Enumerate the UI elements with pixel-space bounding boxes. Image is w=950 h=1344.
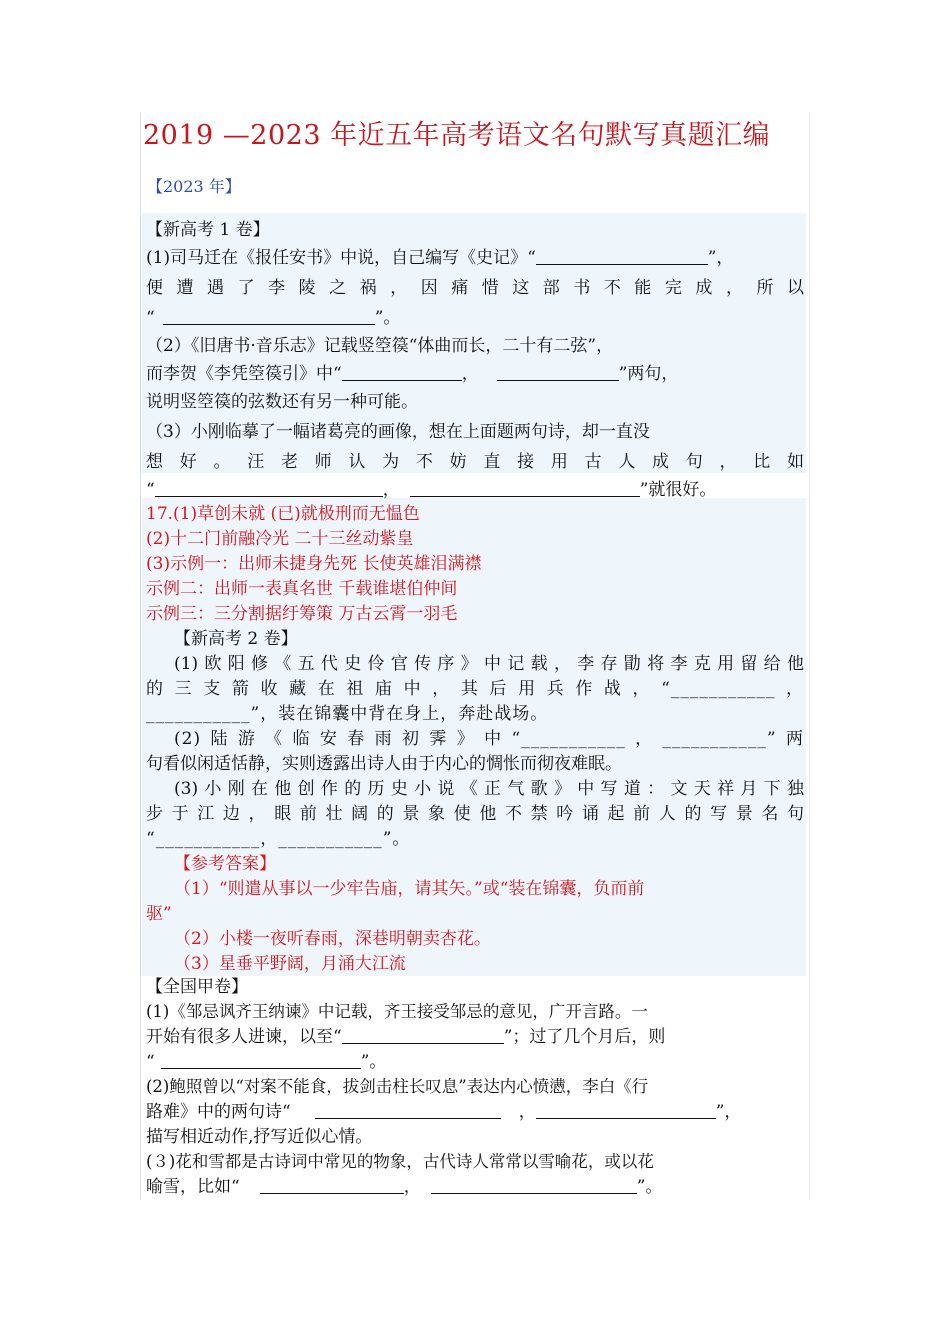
blank-line [315, 1100, 501, 1119]
question-line: 步于江边，眼前壮阔的景象使他不禁吟诵起前人的写景名句 [146, 804, 804, 824]
answer-line: (2)十二门前融冷光 二十三丝动紫皇 [146, 529, 414, 549]
question-line: 便遭遇了李陵之祸，因痛惜这部书不能完成，所以 [146, 278, 804, 298]
answer-line: 示例二：出师一表真名世 千载谁堪伯仲间 [146, 579, 458, 599]
question-line: (2)鲍照曾以“对案不能食，拔剑击柱长叹息”表达内心愤懑，李白《行 [146, 1077, 649, 1096]
answer-line: （2）小楼一夜听春雨，深巷明朝卖杏花。 [174, 929, 491, 949]
answer-line: 17.(1)草创未就 (已)就极刑而无愠色 [146, 504, 420, 524]
question-line: （3）小刚临摹了一幅诸葛亮的画像，想在上面题两句诗，却一直没 [146, 422, 650, 442]
question-line: (1)司马迁在《报任安书》中说，自己编写《史记》“ ”， [146, 248, 734, 268]
answer-heading: 【参考答案】 [174, 854, 276, 874]
blank-line [536, 1100, 716, 1119]
question-line: 说明竖箜篌的弦数还有另一种可能。 [146, 392, 418, 412]
blank-line [155, 478, 383, 497]
blank-line [163, 306, 375, 325]
answer-line: （3）星垂平野阔，月涌大江流 [174, 954, 406, 974]
question-line: ___________”，装在锦囊中背在身上，奔赴战场。 [146, 704, 549, 724]
blank-line [260, 1175, 404, 1194]
question-line: “ ， ”就很好。 [146, 480, 717, 500]
question-line: (2)陆游《临安春雨初霁》中“___________，___________”两 [174, 729, 804, 749]
blank-line [342, 362, 462, 381]
question-line: （2）《旧唐书·音乐志》记载竖箜篌“体曲而长，二十有二弦”， [146, 336, 614, 356]
blank-line [497, 362, 619, 381]
question-line: 的三支箭收藏在祖庙中，其后用兵作战，“___________， [146, 679, 804, 699]
document-title: 2019 —2023 年近五年高考语文名句默写真题汇编 [143, 120, 771, 151]
question-line: 句看似闲适恬静，实则透露出诗人由于内心的惆怅而彻夜难眠。 [146, 754, 622, 774]
question-line: 而李贺《李凭箜篌引》中“ ， ”两句， [146, 364, 679, 384]
blank-line [431, 1175, 637, 1194]
question-line: (３)花和雪都是古诗词中常见的物象，古代诗人常常以雪喻花，或以花 [146, 1152, 654, 1171]
blank-line [536, 246, 708, 265]
section-heading-1: 【新高考 1 卷】 [146, 220, 270, 240]
answer-line: (3)示例一：出师未捷身先死 长使英雄泪满襟 [146, 554, 482, 574]
answer-line: （1）“则遣从事以一少牢告庙，请其矢。”或“装在锦囊，负而前 [174, 879, 645, 899]
question-line: 描写相近动作,抒写近似心情。 [146, 1127, 373, 1147]
question-line: “___________，___________”。 [146, 829, 411, 849]
question-line: “ ”。 [146, 1052, 387, 1072]
answer-line: 驱” [146, 904, 172, 924]
question-line: 开始有很多人进谏，以至“ ”；过了几个月后，则 [146, 1027, 666, 1047]
blank-line [161, 1050, 361, 1069]
section-heading-3: 【全国甲卷】 [146, 977, 248, 997]
blank-line [342, 1025, 504, 1044]
question-line: (1)《邹忌讽齐王纳谏》中记载，齐王接受邹忌的意见，广开言路。一 [146, 1002, 648, 1021]
question-line: “ ”。 [146, 308, 401, 328]
answer-line: 示例三：三分割据纡筹策 万古云霄一羽毛 [146, 604, 458, 624]
question-line: 路难》中的两句诗“ ， ”， [146, 1102, 742, 1122]
year-heading: 【2023 年】 [147, 177, 241, 196]
question-line: 想好。汪老师认为不妨直接用古人成句，比如 [146, 452, 804, 472]
blank-line [410, 478, 640, 497]
section-heading-2: 【新高考 2 卷】 [174, 629, 298, 649]
question-line: 喻雪，比如“ ， ”。 [146, 1177, 663, 1197]
question-line: (3)小刚在他创作的历史小说《正气歌》中写道：文天祥月下独 [174, 779, 804, 799]
question-line: (1)欧阳修《五代史伶官传序》中记载，李存勖将李克用留给他 [174, 654, 804, 674]
